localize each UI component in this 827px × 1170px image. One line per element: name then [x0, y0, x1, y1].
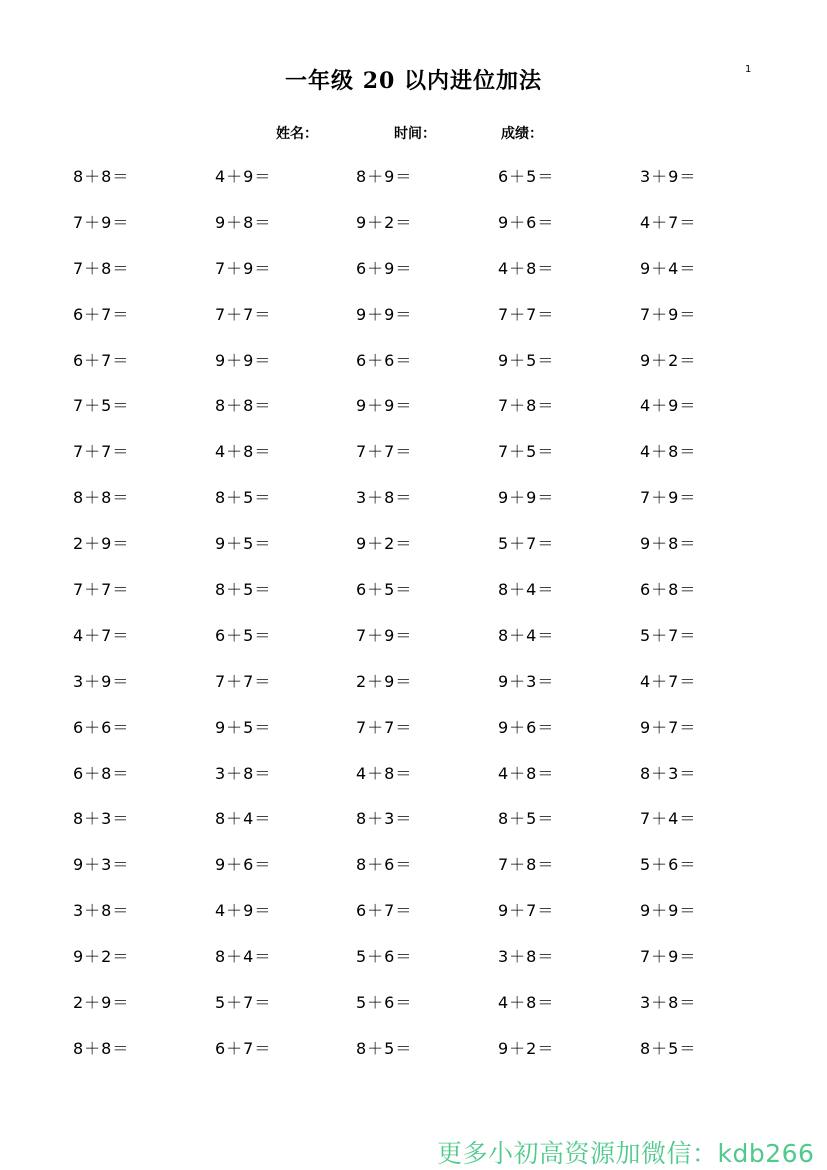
problem-item: 2＋9＝	[73, 534, 130, 554]
problem-item: 5＋7＝	[498, 534, 555, 554]
problem-item: 3＋8＝	[498, 947, 555, 967]
problem-item: 6＋6＝	[73, 717, 130, 737]
problem-item: 8＋5＝	[356, 1038, 413, 1058]
problem-row	[0, 715, 827, 761]
problem-item: 6＋9＝	[356, 258, 413, 278]
problem-item: 7＋8＝	[498, 396, 555, 416]
problem-item: 8＋3＝	[356, 809, 413, 829]
problem-item: 3＋8＝	[215, 763, 272, 783]
problem-item: 7＋7＝	[215, 304, 272, 324]
problem-item: 9＋5＝	[498, 350, 555, 370]
problem-item: 3＋8＝	[640, 993, 697, 1013]
problem-row	[0, 944, 827, 990]
problem-item: 8＋6＝	[356, 855, 413, 875]
problem-item: 7＋9＝	[640, 947, 697, 967]
problem-item: 6＋5＝	[215, 625, 272, 645]
problem-item: 9＋6＝	[215, 855, 272, 875]
problem-item: 8＋4＝	[498, 625, 555, 645]
problem-item: 8＋5＝	[498, 809, 555, 829]
problem-item: 7＋7＝	[215, 671, 272, 691]
problem-item: 4＋8＝	[356, 763, 413, 783]
problem-row	[0, 485, 827, 531]
problem-item: 5＋6＝	[356, 947, 413, 967]
problem-item: 9＋9＝	[215, 350, 272, 370]
problem-item: 7＋9＝	[73, 212, 130, 232]
problem-item: 4＋7＝	[640, 212, 697, 232]
problem-item: 6＋8＝	[73, 763, 130, 783]
problem-item: 8＋4＝	[498, 580, 555, 600]
problem-item: 4＋8＝	[640, 442, 697, 462]
problem-item: 7＋5＝	[498, 442, 555, 462]
page-title: 一年级 20 以内进位加法	[285, 68, 542, 94]
problem-item: 5＋7＝	[215, 993, 272, 1013]
problem-item: 3＋8＝	[73, 901, 130, 921]
problem-row	[0, 256, 827, 302]
problem-item: 2＋9＝	[356, 671, 413, 691]
problem-item: 8＋8＝	[215, 396, 272, 416]
problem-item: 3＋8＝	[356, 488, 413, 508]
problem-row	[0, 577, 827, 623]
problem-item: 8＋4＝	[215, 947, 272, 967]
problem-item: 4＋9＝	[215, 901, 272, 921]
problem-item: 4＋8＝	[215, 442, 272, 462]
problem-row	[0, 164, 827, 210]
problem-item: 9＋2＝	[498, 1038, 555, 1058]
problem-row	[0, 439, 827, 485]
problem-item: 4＋9＝	[215, 167, 272, 186]
problem-row	[0, 1036, 827, 1082]
problem-row	[0, 898, 827, 944]
problem-item: 9＋8＝	[215, 212, 272, 232]
problem-item: 7＋9＝	[215, 258, 272, 278]
problem-row	[0, 990, 827, 1036]
problem-item: 7＋9＝	[640, 488, 697, 508]
problem-row	[0, 531, 827, 577]
problem-item: 7＋9＝	[640, 304, 697, 324]
problem-item: 6＋5＝	[356, 580, 413, 600]
problem-item: 3＋9＝	[73, 671, 130, 691]
problem-row	[0, 761, 827, 807]
problem-item: 9＋2＝	[640, 350, 697, 370]
problem-item: 3＋9＝	[640, 167, 697, 186]
problem-row	[0, 348, 827, 394]
problem-item: 7＋9＝	[356, 625, 413, 645]
problem-item: 8＋3＝	[73, 809, 130, 829]
problem-item: 9＋8＝	[640, 534, 697, 554]
problem-item: 4＋8＝	[498, 258, 555, 278]
problem-item: 9＋9＝	[498, 488, 555, 508]
problem-item: 9＋3＝	[73, 855, 130, 875]
problem-item: 8＋5＝	[215, 488, 272, 508]
problem-item: 9＋7＝	[498, 901, 555, 921]
problem-item: 6＋8＝	[640, 580, 697, 600]
problem-item: 7＋7＝	[73, 580, 130, 600]
problem-item: 9＋5＝	[215, 717, 272, 737]
problem-item: 5＋6＝	[356, 993, 413, 1013]
problem-item: 8＋5＝	[215, 580, 272, 600]
problem-grid	[0, 164, 827, 1082]
problem-item: 7＋8＝	[498, 855, 555, 875]
problem-item: 8＋5＝	[640, 1038, 697, 1058]
problem-row	[0, 302, 827, 348]
watermark: 更多小初高资源加微信：kdb266	[437, 1139, 815, 1168]
problem-item: 9＋4＝	[640, 258, 697, 278]
problem-item: 4＋7＝	[640, 671, 697, 691]
problem-item: 8＋8＝	[73, 1038, 130, 1058]
problem-item: 4＋9＝	[640, 396, 697, 416]
problem-item: 9＋9＝	[640, 901, 697, 921]
problem-item: 2＋9＝	[73, 993, 130, 1013]
problem-item: 9＋5＝	[215, 534, 272, 554]
problem-item: 7＋5＝	[73, 396, 130, 416]
problem-item: 9＋9＝	[356, 396, 413, 416]
problem-row	[0, 806, 827, 852]
problem-item: 6＋7＝	[356, 901, 413, 921]
problem-item: 7＋8＝	[73, 258, 130, 278]
problem-item: 9＋7＝	[640, 717, 697, 737]
problem-item: 8＋9＝	[356, 167, 413, 186]
problem-item: 9＋6＝	[498, 212, 555, 232]
problem-item: 4＋8＝	[498, 763, 555, 783]
problem-item: 8＋4＝	[215, 809, 272, 829]
problem-item: 5＋6＝	[640, 855, 697, 875]
score-label: 成绩：	[501, 126, 543, 142]
problem-item: 8＋3＝	[640, 763, 697, 783]
name-label: 姓名：	[276, 126, 318, 142]
problem-item: 6＋5＝	[498, 167, 555, 186]
problem-row	[0, 852, 827, 898]
problem-item: 7＋7＝	[356, 717, 413, 737]
problem-item: 9＋2＝	[356, 212, 413, 232]
problem-item: 5＋7＝	[640, 625, 697, 645]
problem-item: 4＋8＝	[498, 993, 555, 1013]
problem-item: 9＋6＝	[498, 717, 555, 737]
problem-item: 8＋8＝	[73, 167, 130, 186]
page-number: 1	[745, 64, 752, 75]
time-label: 时间：	[394, 126, 436, 142]
problem-item: 9＋2＝	[73, 947, 130, 967]
problem-row	[0, 210, 827, 256]
problem-item: 7＋4＝	[640, 809, 697, 829]
problem-item: 7＋7＝	[73, 442, 130, 462]
problem-item: 4＋7＝	[73, 625, 130, 645]
problem-item: 9＋3＝	[498, 671, 555, 691]
problem-row	[0, 669, 827, 715]
problem-item: 7＋7＝	[498, 304, 555, 324]
problem-item: 7＋7＝	[356, 442, 413, 462]
problem-item: 6＋7＝	[215, 1038, 272, 1058]
problem-item: 9＋2＝	[356, 534, 413, 554]
problem-row	[0, 623, 827, 669]
header-fields	[0, 123, 827, 143]
problem-item: 8＋8＝	[73, 488, 130, 508]
problem-row	[0, 393, 827, 439]
problem-item: 9＋9＝	[356, 304, 413, 324]
problem-item: 6＋6＝	[356, 350, 413, 370]
problem-item: 6＋7＝	[73, 350, 130, 370]
problem-item: 6＋7＝	[73, 304, 130, 324]
